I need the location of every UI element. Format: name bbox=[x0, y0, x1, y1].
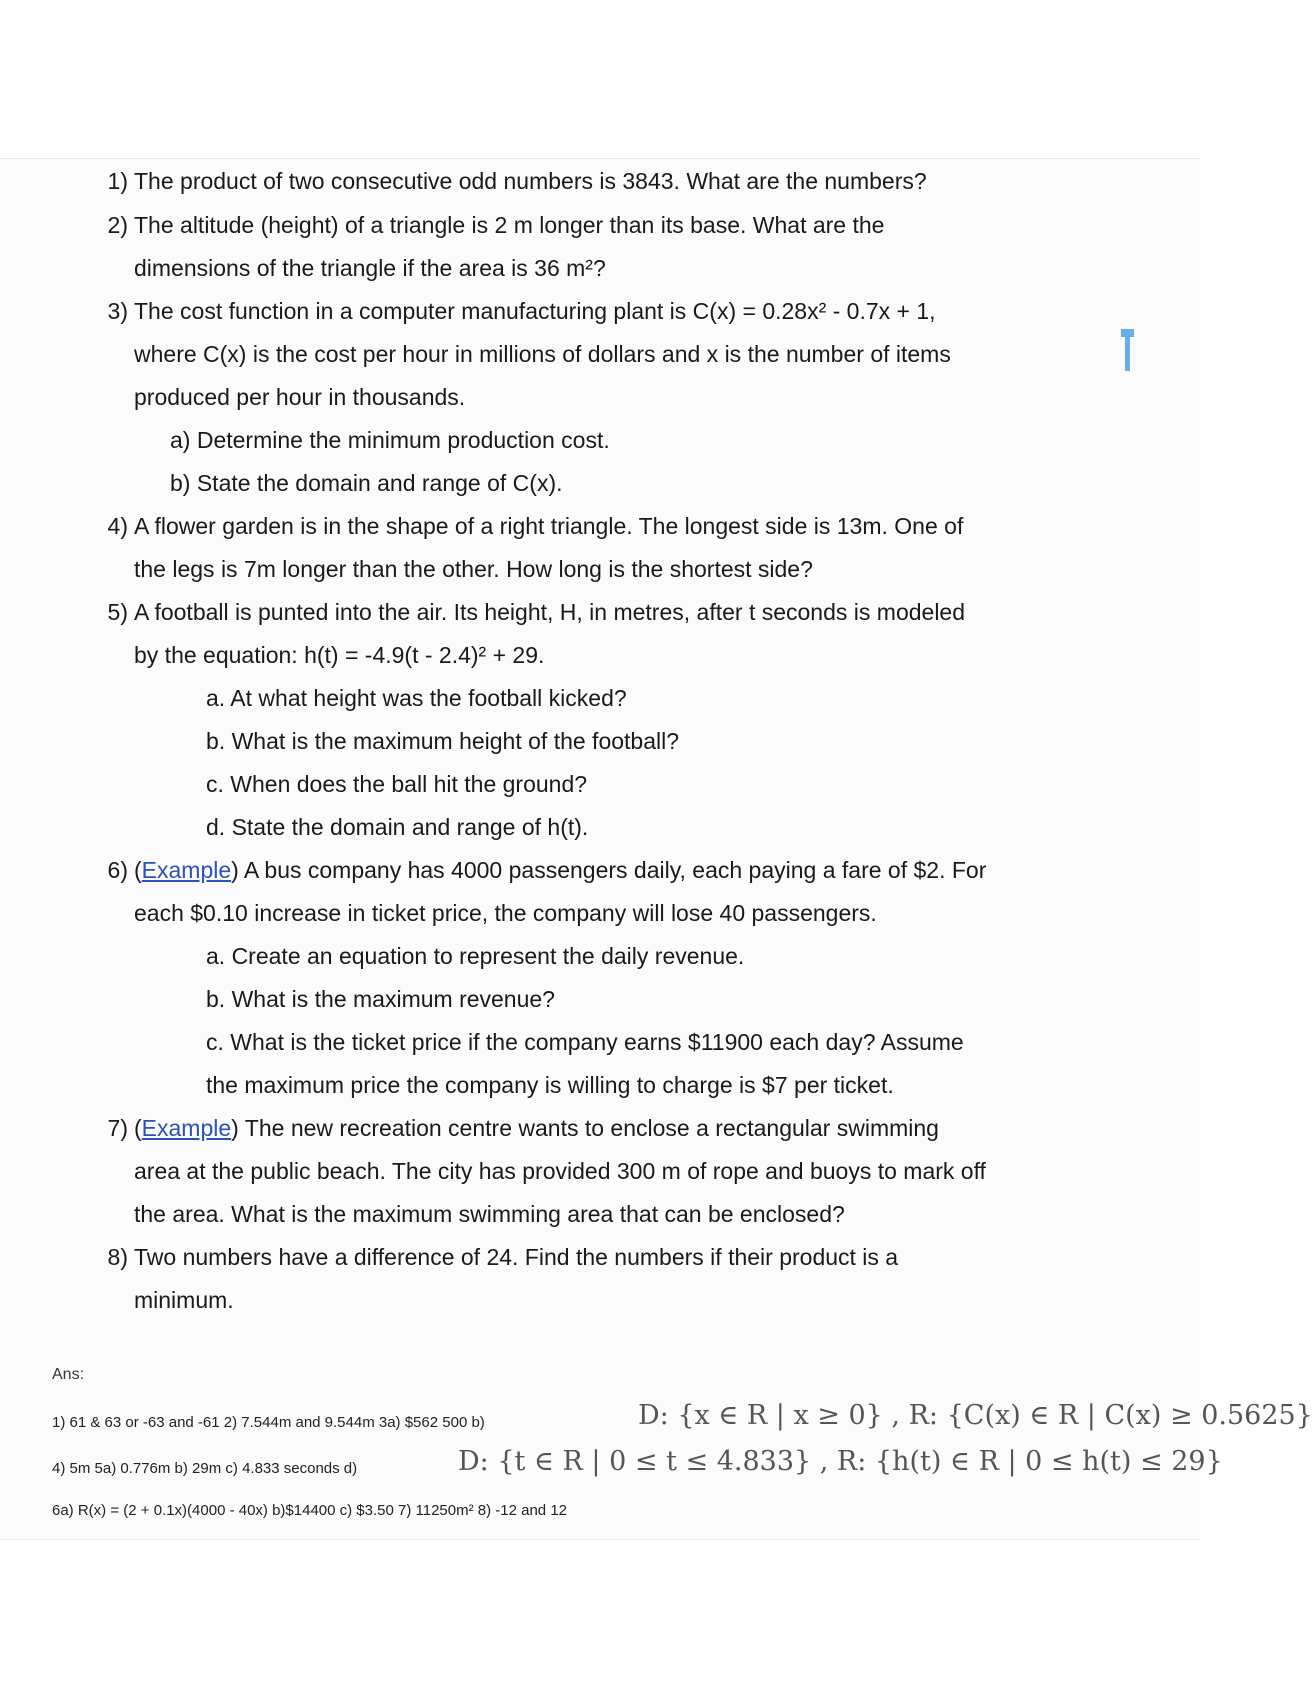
question-text: the area. What is the maximum swimming area that can be enclosed? bbox=[134, 1201, 845, 1227]
question-text: Two numbers have a difference of 24. Find the numbers if their product is a bbox=[134, 1244, 899, 1270]
subpart-6c: c. What is the ticket price if the company earns $11900 each day? Assume bbox=[206, 1029, 964, 1055]
answers-line-3: 6a) R(x) = (2 + 0.1x)(4000 - 40x) b)$14400 c) $3.50 7) 11250m² 8) -12 and 12 bbox=[52, 1502, 568, 1519]
answers-domain-range-c: D: {x ∈ R | x ≥ 0} , R: {C(x) ∈ R | C(x) ≥ 0.5625} bbox=[638, 1400, 1313, 1431]
question-text: (Example) The new recreation centre wants to enclose a rectangular swimming bbox=[134, 1115, 939, 1141]
example-link[interactable]: Example bbox=[141, 1115, 232, 1141]
question-text: A flower garden is in the shape of a right triangle. The longest side is 13m. One of bbox=[134, 513, 964, 539]
question-text: where C(x) is the cost per hour in millions of dollars and x is the number of items bbox=[134, 341, 951, 367]
question-text: by the equation: h(t) = -4.9(t - 2.4)² + 29. bbox=[134, 642, 545, 668]
question-text: A football is punted into the air. Its height, H, in metres, after t seconds is modeled bbox=[134, 599, 966, 625]
question-number: 3) bbox=[107, 298, 128, 324]
answers-line-2: 4) 5m 5a) 0.776m b) 29m c) 4.833 seconds d) bbox=[52, 1460, 358, 1477]
top-margin bbox=[0, 0, 1200, 158]
question-number: 8) bbox=[107, 1244, 128, 1270]
question-text: The product of two consecutive odd numbers is 3843. What are the numbers? bbox=[134, 168, 927, 194]
answers-domain-range-h: D: {t ∈ R | 0 ≤ t ≤ 4.833} , R: {h(t) ∈ R | 0 ≤ h(t) ≤ 29} bbox=[458, 1446, 1223, 1477]
subpart-5a: a. At what height was the football kicked? bbox=[206, 685, 627, 711]
question-text: each $0.10 increase in ticket price, the company will lose 40 passengers. bbox=[134, 900, 877, 926]
question-text: The altitude (height) of a triangle is 2 m longer than its base. What are the bbox=[134, 212, 885, 238]
question-text: area at the public beach. The city has provided 300 m of rope and buoys to mark off bbox=[134, 1158, 986, 1184]
subpart-6b: b. What is the maximum revenue? bbox=[206, 986, 555, 1012]
subpart-5d: d. State the domain and range of h(t). bbox=[206, 814, 589, 840]
answers-line-1: 1) 61 & 63 or -63 and -61 2) 7.544m and 9.544m 3a) $562 500 b) bbox=[52, 1414, 485, 1431]
subpart-6c-cont: the maximum price the company is willing to charge is $7 per ticket. bbox=[206, 1072, 894, 1098]
question-text: The cost function in a computer manufacturing plant is C(x) = 0.28x² - 0.7x + 1, bbox=[134, 298, 936, 324]
subpart-3b: b) State the domain and range of C(x). bbox=[170, 470, 563, 496]
question-number: 4) bbox=[107, 513, 128, 539]
subpart-5b: b. What is the maximum height of the football? bbox=[206, 728, 680, 754]
question-text: the legs is 7m longer than the other. How long is the shortest side? bbox=[134, 556, 813, 582]
bottom-margin bbox=[0, 1540, 1200, 1698]
question-number: 7) bbox=[107, 1115, 128, 1141]
question-number: 2) bbox=[107, 212, 128, 238]
question-number: 6) bbox=[107, 857, 128, 883]
example-link[interactable]: Example bbox=[141, 857, 232, 883]
answers-label: Ans: bbox=[52, 1366, 85, 1383]
subpart-5c: c. When does the ball hit the ground? bbox=[206, 771, 588, 797]
question-text: dimensions of the triangle if the area is 36 m²? bbox=[134, 255, 606, 281]
text-cursor-marker bbox=[1125, 333, 1130, 371]
question-text: (Example) A bus company has 4000 passengers daily, each paying a fare of $2. For bbox=[134, 857, 987, 883]
question-text: minimum. bbox=[134, 1287, 234, 1313]
question-number: 5) bbox=[107, 599, 128, 625]
subpart-3a: a) Determine the minimum production cost. bbox=[170, 427, 610, 453]
question-number: 1) bbox=[107, 168, 128, 194]
subpart-6a: a. Create an equation to represent the daily revenue. bbox=[206, 943, 745, 969]
question-text: produced per hour in thousands. bbox=[134, 384, 466, 410]
